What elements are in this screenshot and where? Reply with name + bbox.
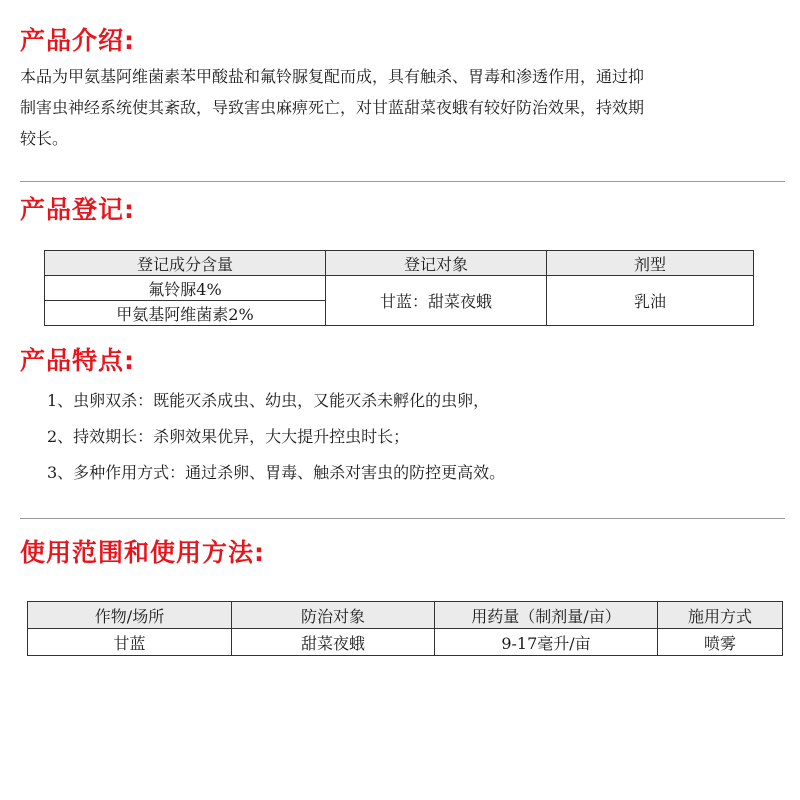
features-list — [47, 387, 505, 495]
section-divider — [20, 181, 785, 182]
registration-heading: 产品登记: — [20, 195, 135, 224]
intro-line-2: 制害虫神经系统使其紊敌，导致害虫麻痹死亡，对甘蓝甜菜夜蛾有较好防治效果，持效期 — [20, 98, 645, 117]
pest-cell: 甜菜夜蛾 — [232, 629, 435, 656]
usage-heading: 使用范围和使用方法: — [20, 538, 265, 567]
ingredient-cell-1: 氟铃脲4% — [45, 276, 326, 301]
section-divider — [20, 518, 785, 519]
crop-cell: 甘蓝 — [28, 629, 232, 656]
intro-line-1: 本品为甲氨基阿维菌素苯甲酸盐和氟铃脲复配而成，具有触杀、胃毒和渗透作用，通过抑 — [20, 67, 645, 86]
registration-table — [44, 250, 754, 326]
header-method: 施用方式 — [658, 602, 783, 629]
usage-header-row — [28, 602, 783, 629]
formulation-cell: 乳油 — [547, 276, 754, 326]
features-heading: 产品特点: — [20, 346, 135, 375]
usage-table — [27, 601, 783, 656]
target-cell: 甘蓝：甜菜夜蛾 — [326, 276, 547, 326]
dosage-cell: 9-17毫升/亩 — [435, 629, 658, 656]
feature-item: 2、持效期长：杀卵效果优异，大大提升控虫时长； — [47, 427, 410, 446]
header-dosage: 用药量（制剂量/亩） — [435, 602, 658, 629]
feature-item: 3、多种作用方式：通过杀卵、胃毒、触杀对害虫的防控更高效。 — [47, 463, 506, 482]
usage-row — [28, 629, 783, 656]
method-cell: 喷雾 — [658, 629, 783, 656]
header-pest: 防治对象 — [232, 602, 435, 629]
header-crop: 作物/场所 — [28, 602, 232, 629]
intro-paragraph — [20, 61, 780, 154]
header-ingredient: 登记成分含量 — [45, 251, 326, 276]
ingredient-cell-2: 甲氨基阿维菌素2% — [45, 301, 326, 326]
registration-header-row — [45, 251, 754, 276]
feature-item: 1、虫卵双杀：既能灭杀成虫、幼虫，又能灭杀未孵化的虫卵， — [47, 391, 490, 410]
registration-row — [45, 276, 754, 301]
intro-line-3: 较长。 — [20, 129, 69, 148]
header-formulation: 剂型 — [547, 251, 754, 276]
header-target: 登记对象 — [326, 251, 547, 276]
intro-heading: 产品介绍: — [20, 26, 135, 55]
